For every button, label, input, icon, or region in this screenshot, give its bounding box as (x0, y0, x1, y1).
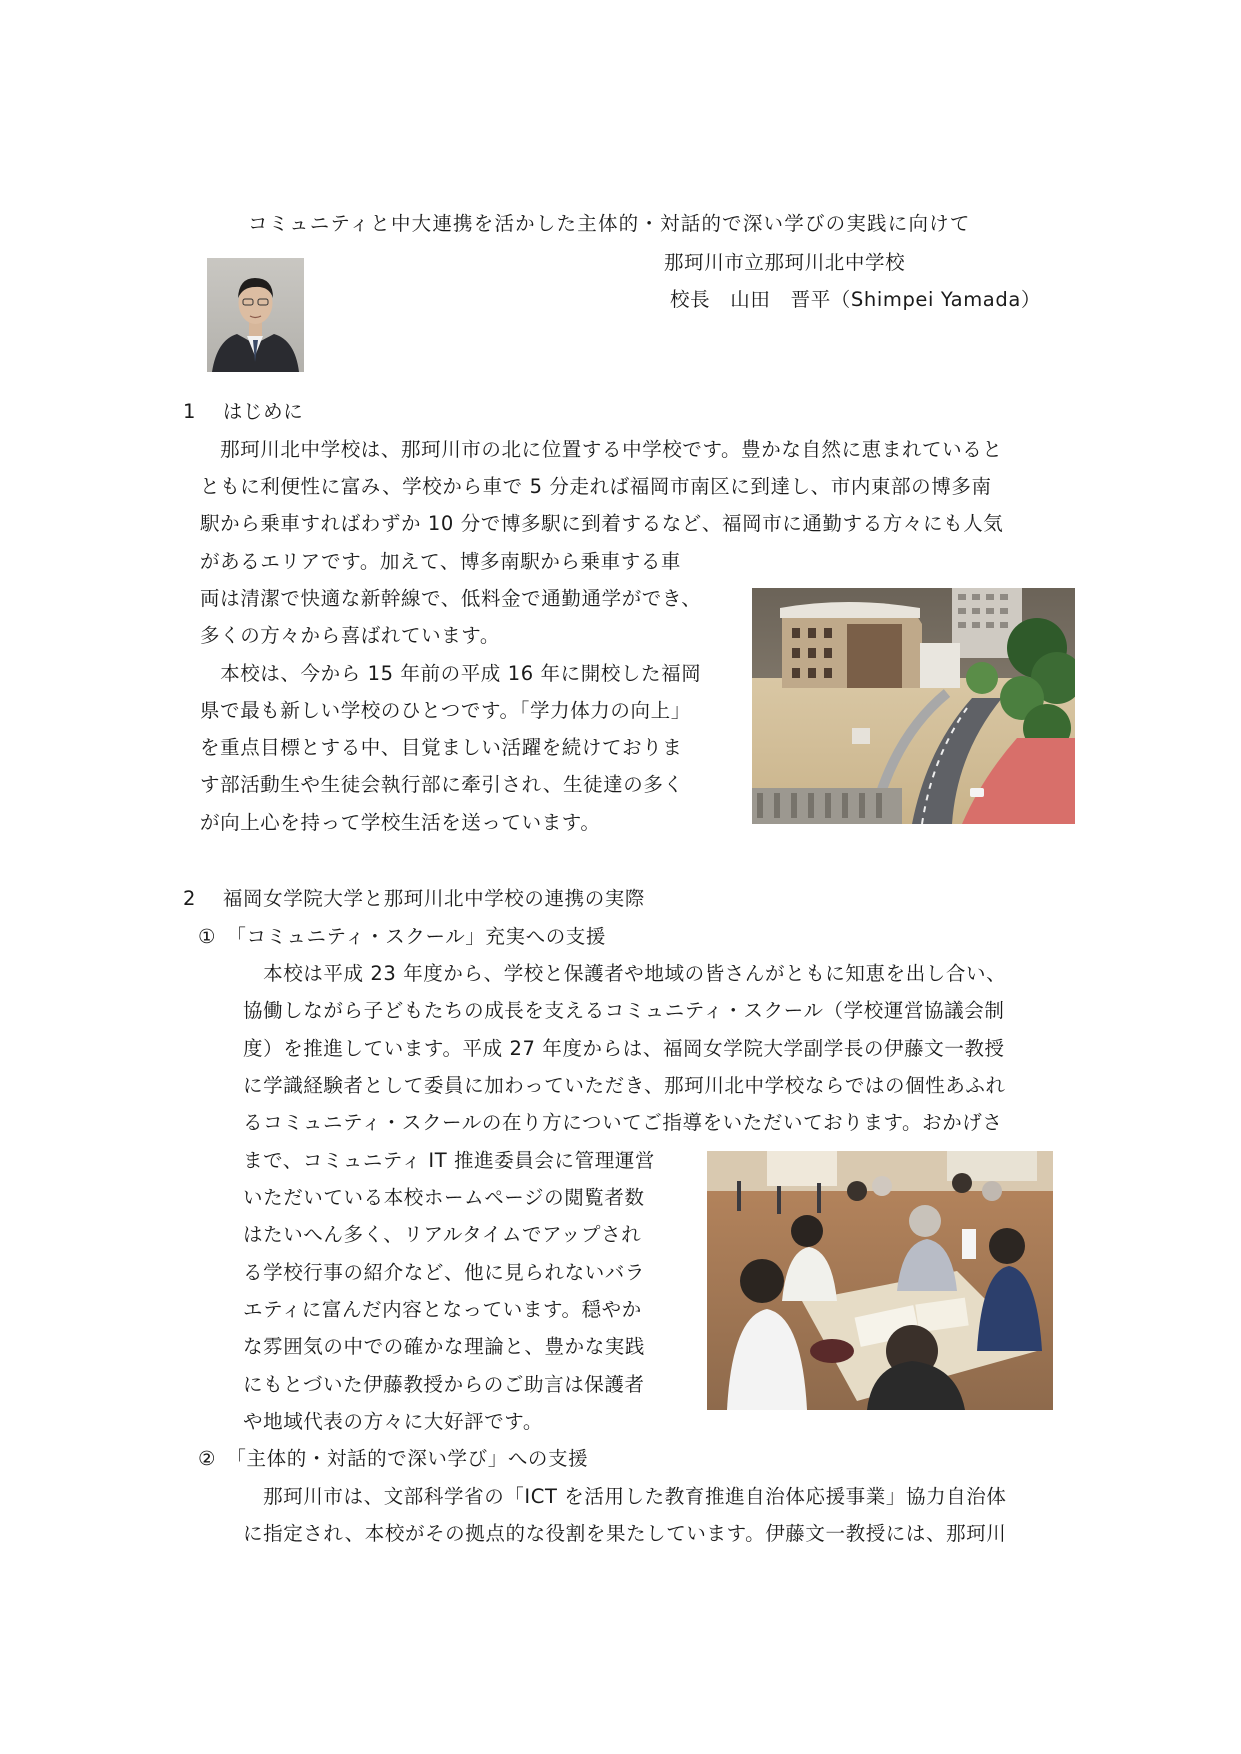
section-1-line: ともに利便性に富み、学校から車で 5 分走れば福岡市南区に到達し、市内東部の博多南 (200, 475, 992, 498)
subsection-1-line: な雰囲気の中での確かな理論と、豊かな実践 (243, 1335, 646, 1358)
section-1-line: 県で最も新しい学校のひとつです。「学力体力の向上」 (200, 699, 691, 722)
page-title: コミュニティと中大連携を活かした主体的・対話的で深い学びの実践に向けて (248, 212, 971, 235)
subsection-1-line: に学識経験者として委員に加わっていただき、那珂川北中学校ならではの個性あふれ (243, 1074, 1006, 1097)
subsection-1-line: 本校は平成 23 年度から、学校と保護者や地域の皆さんがともに知恵を出し合い、 (243, 962, 1007, 985)
subsection-1-line: まで、コミュニティ IT 推進委員会に管理運営 (243, 1149, 656, 1172)
subsection-1-line: はたいへん多く、リアルタイムでアップされ (243, 1223, 642, 1246)
section-1-line: 那珂川北中学校は、那珂川市の北に位置する中学校です。豊かな自然に恵まれていると (200, 438, 1003, 461)
subsection-1-line: 協働しながら子どもたちの成長を支えるコミュニティ・スクール（学校運営協議会制 (243, 999, 1005, 1022)
school-model-photo (752, 588, 1075, 824)
section-1-line: があるエリアです。加えて、博多南駅から乗車する車 (200, 550, 682, 573)
section-2-heading: 2 福岡女学院大学と那珂川北中学校の連携の実際 (183, 887, 646, 910)
section-1-line: 多くの方々から喜ばれています。 (200, 624, 500, 647)
subsection-1-heading: ① 「コミュニティ・スクール」充実への支援 (198, 925, 606, 948)
subsection-2-line: に指定され、本校がその拠点的な役割を果たしています。伊藤文一教授には、那珂川 (243, 1522, 1007, 1545)
school-name: 那珂川市立那珂川北中学校 (664, 251, 906, 274)
subsection-2-heading: ② 「主体的・対話的で深い学び」への支援 (198, 1447, 589, 1470)
subsection-2-line: 那珂川市は、文部科学省の「ICT を活用した教育推進自治体応援事業」協力自治体 (243, 1485, 1007, 1508)
section-1-line: 駅から乗車すればわずか 10 分で博多駅に到着するなど、福岡市に通勤する方々にも人気 (200, 512, 1004, 535)
section-1-heading: 1 はじめに (183, 400, 304, 423)
section-1-line: が向上心を持って学校生活を送っています。 (200, 811, 601, 834)
meeting-photo (707, 1151, 1053, 1410)
section-1-line: す部活動生や生徒会執行部に牽引され、生徒達の多く (200, 773, 684, 796)
subsection-1-line: や地域代表の方々に大好評です。 (243, 1410, 543, 1433)
section-1-line: を重点目標とする中、目覚ましい活躍を続けておりま (200, 736, 683, 759)
section-1-line: 本校は、今から 15 年前の平成 16 年に開校した福岡 (200, 662, 702, 685)
principal-portrait (207, 258, 304, 372)
subsection-1-line: る学校行事の紹介など、他に見られないバラ (243, 1261, 646, 1284)
author-name: 校長 山田 晋平（Shimpei Yamada） (670, 288, 1041, 311)
subsection-1-line: にもとづいた伊藤教授からのご助言は保護者 (243, 1373, 645, 1396)
section-1-line: 両は清潔で快適な新幹線で、低料金で通勤通学ができ、 (200, 587, 702, 610)
subsection-1-line: エティに富んだ内容となっています。穏やか (243, 1298, 642, 1321)
subsection-1-line: るコミュニティ・スクールの在り方についてご指導をいただいております。おかげさ (243, 1111, 1003, 1134)
subsection-1-line: 度）を推進しています。平成 27 年度からは、福岡女学院大学副学長の伊藤文一教授 (243, 1037, 1005, 1060)
subsection-1-line: いただいている本校ホームページの閲覧者数 (243, 1186, 645, 1209)
